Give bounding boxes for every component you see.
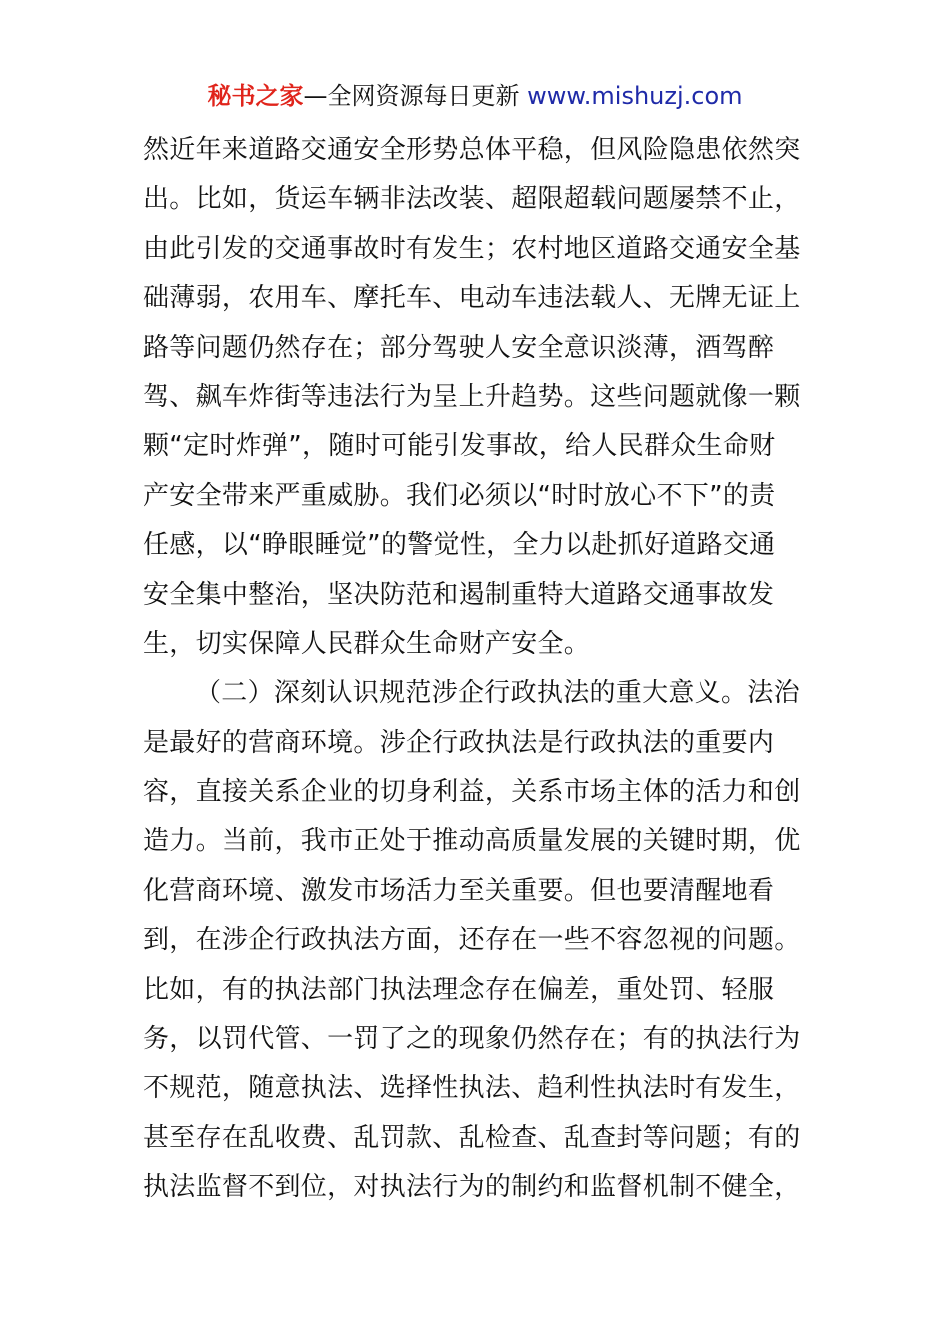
text-line: 是最好的营商环境。涉企行政执法是行政执法的重要内 xyxy=(143,727,775,758)
text-line: 出。比如，货运车辆非法改装、超限超载问题屡禁不止， xyxy=(143,184,801,215)
text-line: 容，直接关系企业的切身利益，关系市场主体的活力和创 xyxy=(143,777,801,808)
brand-name: 秘书之家 xyxy=(207,82,304,110)
text-line: 不规范，随意执法、选择性执法、趋利性执法时有发生， xyxy=(143,1073,801,1104)
text-line: 然近年来道路交通安全形势总体平稳，但风险隐患依然突 xyxy=(143,135,801,165)
document-body xyxy=(143,126,813,1213)
text-line: 安全集中整治，坚决防范和遏制重特大道路交通事故发 xyxy=(143,579,775,610)
text-line: 任感，以“睁眼睡觉”的警觉性，全力以赴抓好道路交通 xyxy=(143,530,776,561)
text-line: 执法监督不到位，对执法行为的制约和监督机制不健全， xyxy=(143,1172,801,1203)
text-line: 务，以罚代管、一罚了之的现象仍然存在；有的执法行为 xyxy=(143,1024,801,1055)
site-header xyxy=(0,80,950,112)
text-line: 础薄弱，农用车、摩托车、电动车违法载人、无牌无证上 xyxy=(143,283,801,314)
text-line: 产安全带来严重威胁。我们必须以“时时放心不下”的责 xyxy=(143,480,776,511)
text-line: 驾、飙车炸街等违法行为呈上升趋势。这些问题就像一颗 xyxy=(143,381,801,412)
text-line: 由此引发的交通事故时有发生；农村地区道路交通安全基 xyxy=(143,233,801,264)
header-tagline: —全网资源每日更新 xyxy=(303,82,528,110)
text-line: 生，切实保障人民群众生命财产安全。 xyxy=(143,628,591,659)
text-line: 化营商环境、激发市场活力至关重要。但也要清醒地看 xyxy=(143,875,775,906)
text-line: 路等问题仍然存在；部分驾驶人安全意识淡薄，酒驾醉 xyxy=(143,332,775,363)
section-heading-line: （二）深刻认识规范涉企行政执法的重大意义。法治 xyxy=(195,678,800,709)
text-line: 比如，有的执法部门执法理念存在偏差，重处罚、轻服 xyxy=(143,974,775,1005)
site-url-link[interactable]: www.mishuzj.com xyxy=(527,82,743,110)
text-line: 造力。当前，我市正处于推动高质量发展的关键时期，优 xyxy=(143,826,801,857)
text-line: 到，在涉企行政执法方面，还存在一些不容忽视的问题。 xyxy=(143,925,801,956)
text-line: 甚至存在乱收费、乱罚款、乱检查、乱查封等问题；有的 xyxy=(143,1122,801,1153)
text-line: 颗“定时炸弹”，随时可能引发事故，给人民群众生命财 xyxy=(143,431,776,462)
